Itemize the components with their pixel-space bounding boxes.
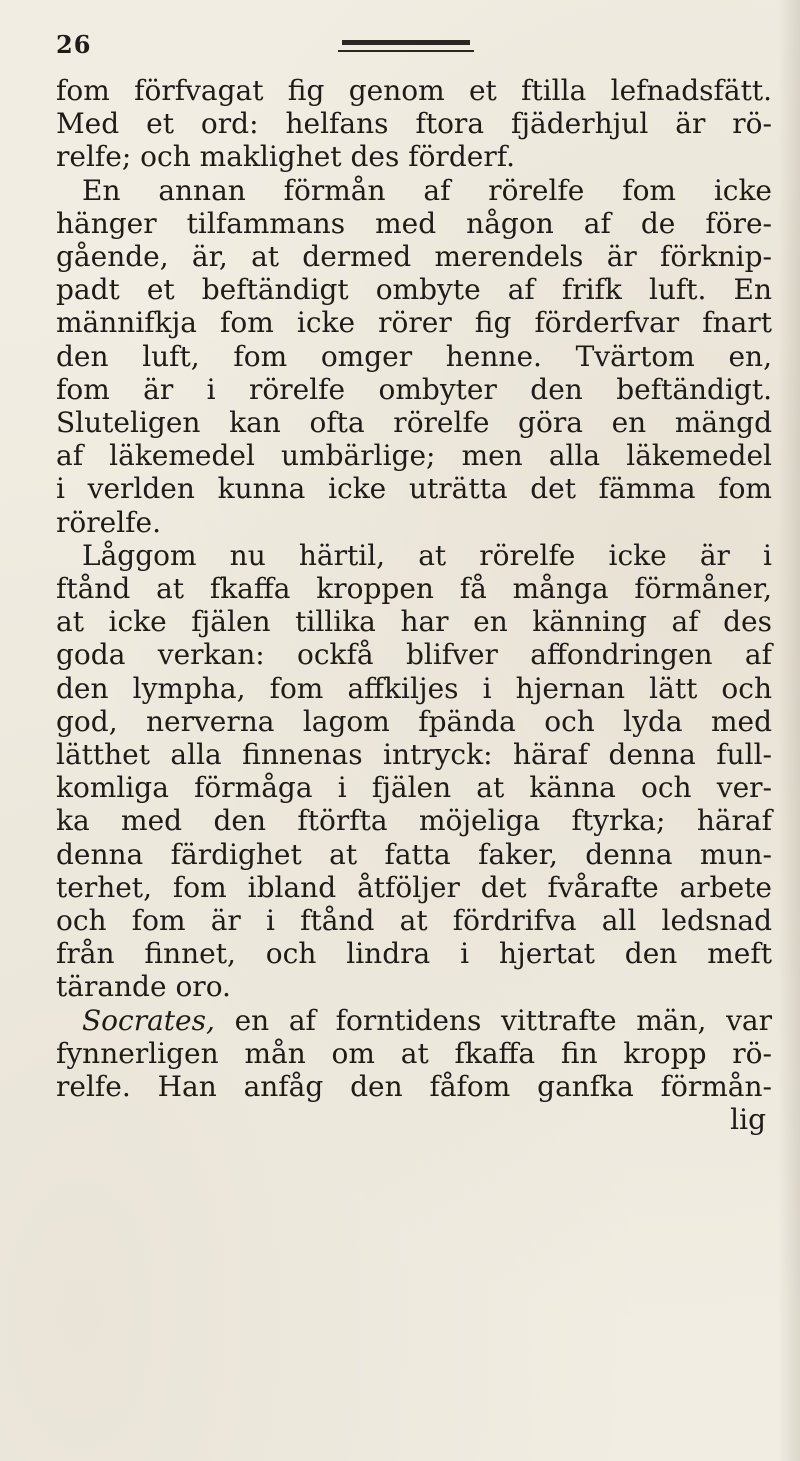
text-line: god, nerverna lagom fpända och lyda med bbox=[56, 704, 772, 738]
text-line: fynnerligen mån om at fkaffa fin kropp rö- bbox=[56, 1036, 772, 1070]
header-rule-thin bbox=[338, 50, 474, 52]
text-line: den lympha, fom affkiljes i hjernan lätt och bbox=[56, 671, 772, 705]
text-line: at icke fjälen tillika har en känning af des bbox=[56, 605, 772, 639]
text-line: Sluteligen kan ofta rörelfe göra en mängd bbox=[56, 406, 772, 440]
text-line: En annan förmån af rörelfe fom icke bbox=[82, 173, 772, 207]
page-edge-shadow bbox=[778, 0, 800, 1461]
header-rule-thick bbox=[342, 40, 470, 45]
person-name: Socrates, bbox=[82, 1003, 215, 1037]
text-line: fom förfvagat fig genom et ftilla lefnadsfätt. bbox=[56, 74, 772, 107]
text-line: terhet, fom ibland åtföljer det fvårafte arbete bbox=[56, 870, 772, 904]
text-line: lätthet alla finnenas intryck: häraf denna full- bbox=[56, 738, 772, 772]
text-fragment: en af forntidens vittrafte män, var bbox=[214, 1003, 772, 1037]
text-line: i verlden kunna icke uträtta det fämma fom bbox=[56, 472, 772, 506]
text-line: Låggom nu härtil, at rörelfe icke är i bbox=[82, 538, 772, 572]
text-line: männifkja fom icke rörer fig förderfvar fnart bbox=[56, 306, 772, 340]
text-line: padt et beftändigt ombyte af frifk luft. En bbox=[56, 273, 772, 307]
text-line: goda verkan: ockfå blifver affondringen af bbox=[56, 638, 772, 672]
header-rule bbox=[338, 40, 474, 56]
body-text bbox=[56, 74, 772, 1137]
page-number: 26 bbox=[56, 30, 92, 59]
catchword: lig bbox=[730, 1103, 766, 1137]
text-line: relfe; och maklighet des förderf. bbox=[56, 140, 515, 174]
text-line: ka med den ftörfta möjeliga ftyrka; häraf bbox=[56, 804, 772, 838]
text-line: Med et ord: helfans ftora fjäderhjul är rö- bbox=[56, 107, 772, 141]
text-line: fom är i rörelfe ombyter den beftändigt. bbox=[56, 372, 772, 406]
text-line: komliga förmåga i fjälen at känna och ver- bbox=[56, 771, 772, 805]
text-line bbox=[56, 1004, 772, 1037]
text-line: ftånd at fkaffa kroppen få många förmåner, bbox=[56, 572, 772, 606]
text-line: af läkemedel umbärlige; men alla läkemedel bbox=[56, 439, 772, 473]
text-line: denna färdighet at fatta faker, denna mun- bbox=[56, 837, 772, 871]
text-line: rörelfe. bbox=[56, 505, 161, 539]
text-line: relfe. Han anfåg den fåfom ganfka förmån- bbox=[56, 1070, 772, 1104]
text-line: från finnet, och lindra i hjertat den meft bbox=[56, 937, 772, 971]
text-line: den luft, fom omger henne. Tvärtom en, bbox=[56, 339, 772, 373]
text-line: gående, är, at dermed merendels är förknip- bbox=[56, 240, 772, 274]
text-line: tärande oro. bbox=[56, 970, 231, 1004]
text-line: och fom är i ftånd at fördrifva all ledsnad bbox=[56, 904, 772, 938]
text-line: hänger tilfammans med någon af de före- bbox=[56, 206, 772, 240]
